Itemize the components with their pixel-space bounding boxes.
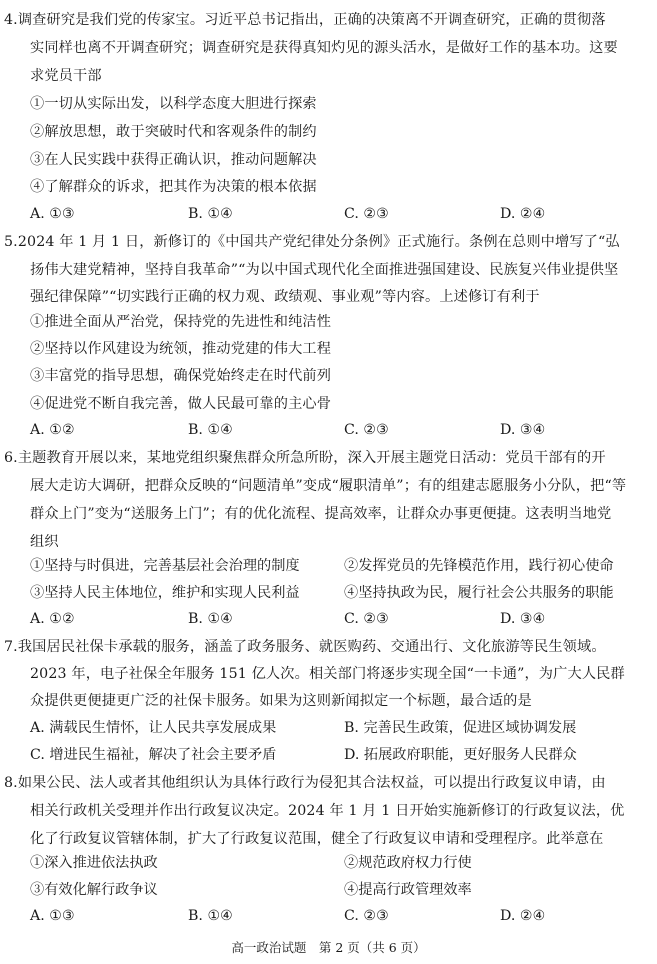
question-stem-line: 组织 bbox=[30, 534, 59, 550]
choice-a: A. ①② bbox=[30, 422, 75, 438]
choice-d: D. ③④ bbox=[500, 611, 546, 627]
choice-b: B. ①④ bbox=[188, 611, 233, 627]
statement: ①坚持与时俱进，完善基层社会治理的制度 bbox=[30, 558, 300, 574]
question-stem-line: 群众上门”变为“送服务上门”；有的优化流程、提高效率，让群众办事更便捷。这表明当地党 bbox=[30, 506, 612, 522]
question-number: 8.如果公民、法人或者其他组织认为具体行政行为侵犯其合法权益，可以提出行政复议申请，由 bbox=[4, 775, 606, 791]
question-number: 7.我国居民社保卡承载的服务，涵盖了政务服务、就医购药、交通出行、文化旅游等民生领域。 bbox=[4, 639, 606, 655]
choice-a: A. ①③ bbox=[30, 206, 75, 222]
statement: ④提高行政管理效率 bbox=[344, 882, 472, 898]
choice-c: C. ②③ bbox=[344, 422, 389, 438]
choice-c: C. ②③ bbox=[344, 206, 389, 222]
statement: ①一切从实际出发，以科学态度大胆进行探索 bbox=[30, 96, 317, 112]
statement: ②坚持以作风建设为统领，推动党建的伟大工程 bbox=[30, 341, 332, 357]
choice-a: A. 满载民生情怀，让人民共享发展成果 bbox=[30, 720, 277, 736]
choice-d: D. ③④ bbox=[500, 422, 546, 438]
question-stem-line: 求党员干部 bbox=[30, 68, 102, 84]
statement: ③坚持人民主体地位，维护和实现人民利益 bbox=[30, 585, 300, 601]
statement: ④坚持执政为民，履行社会公共服务的职能 bbox=[344, 585, 614, 601]
choice-d: D. 拓展政府职能，更好服务人民群众 bbox=[344, 747, 577, 763]
statement: ④了解群众的诉求，把其作为决策的根本依据 bbox=[30, 179, 317, 195]
question-stem-line: 强纪律保障”“切实践行正确的权力观、政绩观、事业观”等内容。上述修订有利于 bbox=[30, 289, 540, 305]
question-stem-line: 实同样也离不开调查研究；调查研究是获得真知灼见的源头活水，是做好工作的基本功。这要 bbox=[30, 40, 618, 56]
choice-b: B. ①④ bbox=[188, 206, 233, 222]
question-stem-line: 众提供更便捷更广泛的社保卡服务。如果为这则新闻拟定一个标题，最合适的是 bbox=[30, 693, 532, 709]
question-stem-line: 展大走访大调研，把群众反映的“问题清单”变成“履职清单”；有的组建志愿服务小分队，把“等 bbox=[30, 478, 627, 494]
statement: ③丰富党的指导思想，确保党始终走在时代前列 bbox=[30, 368, 332, 384]
choice-b: B. 完善民生政策，促进区域协调发展 bbox=[344, 720, 577, 736]
choice-a: A. ①② bbox=[30, 611, 75, 627]
choice-b: B. ①④ bbox=[188, 908, 233, 924]
question-number: 6.主题教育开展以来，某地党组织聚焦群众所急所盼，深入开展主题党日活动：党员干部有的开 bbox=[4, 450, 606, 466]
choice-d: D. ②④ bbox=[500, 206, 546, 222]
choice-c: C. ②③ bbox=[344, 908, 389, 924]
statement: ①推进全面从严治党，保持党的先进性和纯洁性 bbox=[30, 314, 332, 330]
statement: ②解放思想，敢于突破时代和客观条件的制约 bbox=[30, 124, 317, 140]
statement: ③有效化解行政争议 bbox=[30, 882, 158, 898]
choice-c: C. ②③ bbox=[344, 611, 389, 627]
question-stem-line: 相关行政机关受理并作出行政复议决定。2024 年 1 月 1 日开始实施新修订的行政复议法，优 bbox=[30, 803, 625, 819]
question-stem-line: 2023 年，电子社保全年服务 151 亿人次。相关部门将逐步实现全国“一卡通”，为广大人民群 bbox=[30, 666, 625, 682]
choice-a: A. ①③ bbox=[30, 908, 75, 924]
statement: ④促进党不断自我完善，做人民最可靠的主心骨 bbox=[30, 396, 332, 412]
choice-c: C. 增进民生福祉，解决了社会主要矛盾 bbox=[30, 747, 277, 763]
question-number: 4.调查研究是我们党的传家宝。习近平总书记指出，正确的决策离不开调查研究，正确的贯彻落 bbox=[4, 12, 606, 28]
question-number: 5.2024 年 1 月 1 日，新修订的《中国共产党纪律处分条例》正式施行。条例在总则中增写了“弘 bbox=[4, 234, 620, 250]
choice-d: D. ②④ bbox=[500, 908, 546, 924]
statement: ③在人民实践中获得正确认识，推动问题解决 bbox=[30, 152, 317, 168]
page-footer: 高一政治试题 第 2 页（共 6 页） bbox=[231, 940, 426, 955]
question-stem-line: 化了行政复议管辖体制，扩大了行政复议范围，健全了行政复议申请和受理程序。此举意在 bbox=[30, 831, 604, 847]
statement: ②发挥党员的先锋模范作用，践行初心使命 bbox=[344, 558, 614, 574]
statement: ②规范政府权力行使 bbox=[344, 855, 472, 871]
statement: ①深入推进依法执政 bbox=[30, 855, 158, 871]
choice-b: B. ①④ bbox=[188, 422, 233, 438]
question-stem-line: 扬伟大建党精神，坚持自我革命”“为以中国式现代化全面推进强国建设、民族复兴伟业提供坚 bbox=[30, 262, 619, 278]
